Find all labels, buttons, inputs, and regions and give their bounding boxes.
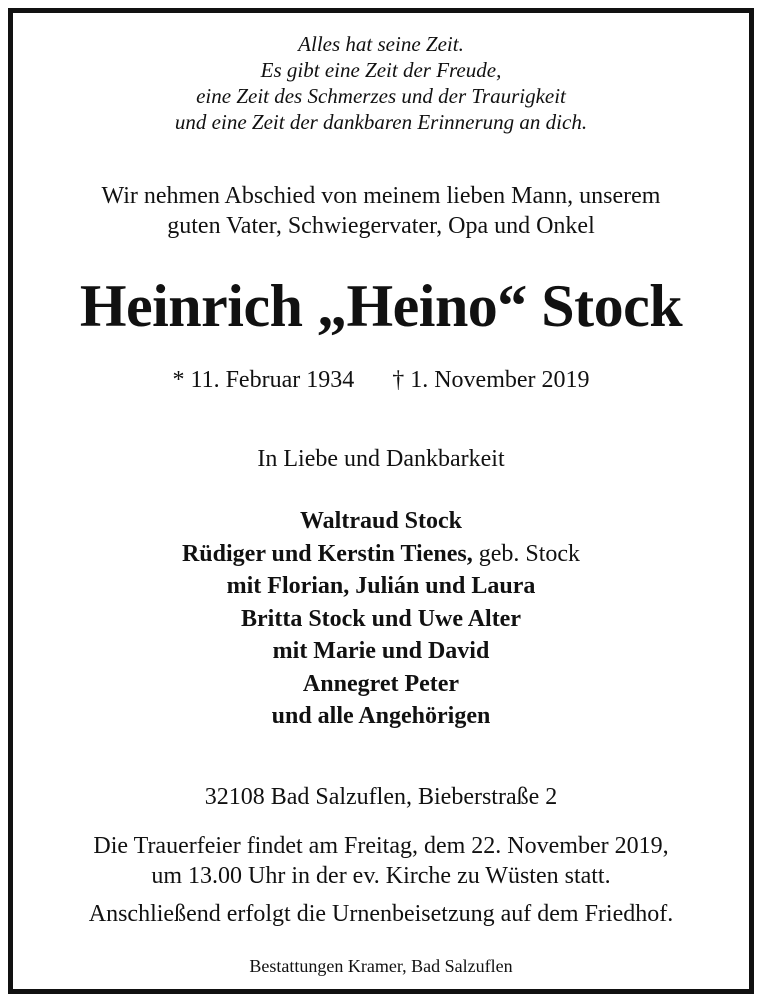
dedication: In Liebe und Dankbarkeit: [257, 446, 505, 472]
motto-line-3: eine Zeit des Schmerzes und der Traurigkeit: [196, 84, 566, 108]
family-name-2: Rüdiger und Kerstin Tienes,: [181, 540, 473, 567]
life-dates: [0, 367, 762, 394]
family-line-5: [0, 635, 762, 668]
family-line-2: [0, 538, 762, 571]
motto-line-4: und eine Zeit der dankbaren Erinnerung an dich.: [174, 110, 588, 134]
death-date: † 1. November 2019: [392, 367, 590, 393]
funeral-info-line-2: um 13.00 Uhr in der ev. Kirche zu Wüsten statt.: [151, 863, 611, 889]
family-line-3: [0, 570, 762, 603]
family-line-6: [0, 668, 762, 701]
family-name-7: und alle Angehörigen: [271, 703, 491, 729]
family-name-1: Waltraud Stock: [299, 508, 463, 534]
family-name-3: mit Florian, Julián und Laura: [226, 573, 536, 599]
family-line-7: [0, 700, 762, 733]
funeral-info-line-1: Die Trauerfeier findet am Freitag, dem 22. November 2019,: [93, 833, 669, 859]
address: 32108 Bad Salzuflen, Bieberstraße 2: [204, 784, 558, 810]
intro-line-2: guten Vater, Schwiegervater, Opa und Onkel: [167, 213, 595, 239]
motto-line-2: Es gibt eine Zeit der Freude,: [260, 58, 502, 82]
motto-line-1: Alles hat seine Zeit.: [298, 32, 464, 56]
birth-date: * 11. Februar 1934: [172, 367, 355, 393]
funeral-info-line-3: Anschließend erfolgt die Urnenbeisetzung auf dem Friedhof.: [88, 901, 674, 927]
family-name-4: Britta Stock und Uwe Alter: [241, 605, 521, 632]
family-line-4: [0, 603, 762, 636]
intro-line-1: Wir nehmen Abschied von meinem lieben Mann, unserem: [101, 183, 661, 209]
undertaker: Bestattungen Kramer, Bad Salzuflen: [249, 956, 513, 976]
family-maiden-name: geb. Stock: [472, 540, 581, 567]
family-name-5: mit Marie und David: [272, 638, 490, 664]
deceased-name: Heinrich „Heino“ Stock: [79, 273, 683, 339]
family-name-6: Annegret Peter: [302, 670, 460, 697]
family-line-1: [0, 505, 762, 538]
